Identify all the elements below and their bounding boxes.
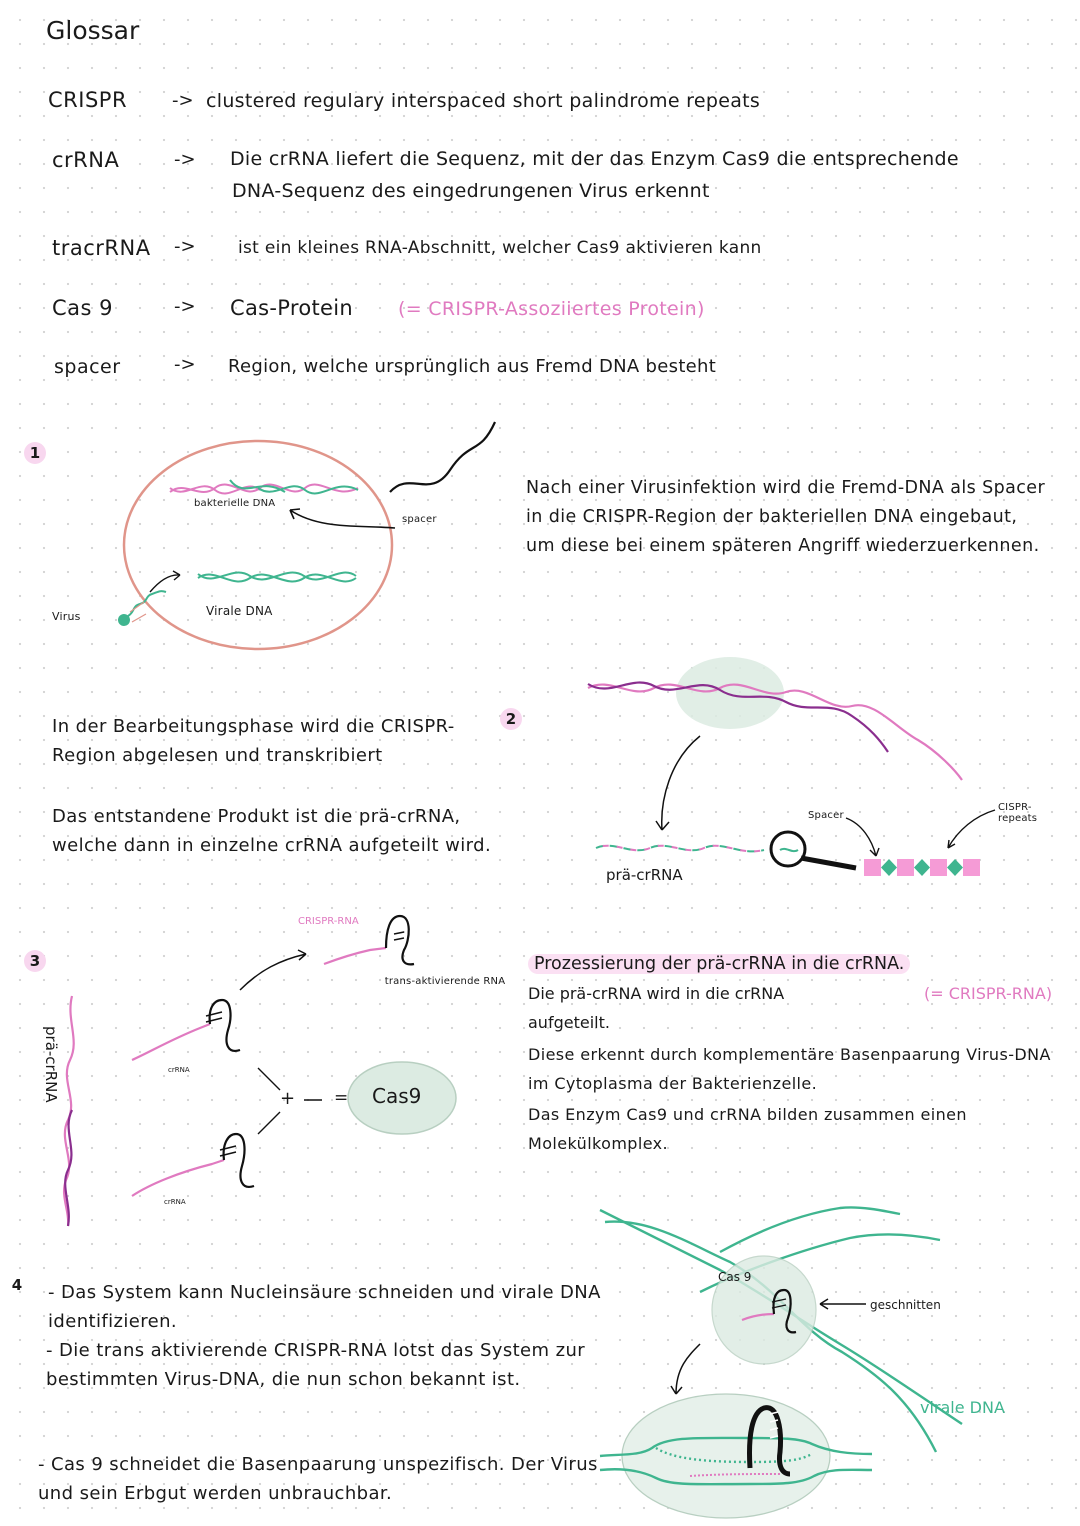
- step3-text-a-note: (= CRISPR-RNA): [924, 984, 1053, 1003]
- step4-bullet-2: - Die trans aktivierende CRISPR-RNA lotst das System zur bestimmten Virus-DNA, die nun schon bekannt ist.: [46, 1340, 586, 1390]
- step4-bullet-1: - Das System kann Nucleinsäure schneiden und virale DNA identifizieren.: [48, 1282, 601, 1332]
- bacterium-cell: [124, 422, 495, 649]
- glossary-def-cas9-note: (= CRISPR-Assoziiertes Protein): [398, 298, 705, 320]
- viral-dna-helix: [198, 573, 356, 582]
- cut-dna-ellipse: [622, 1394, 830, 1518]
- label-crispr-repeats: CISPR-repeats: [998, 802, 1038, 824]
- spacer-arrow: [290, 510, 395, 528]
- label-cut: geschnitten: [870, 1298, 941, 1312]
- crispr-repeats-array: [864, 859, 980, 876]
- arrow-icon: ->: [174, 296, 196, 317]
- label-cas9-3: Cas9: [372, 1084, 422, 1108]
- glossary-term-spacer: spacer: [54, 356, 121, 378]
- step-number-1: 1: [24, 442, 46, 464]
- label-pre-crrna-vertical: prä-crRNA: [42, 1026, 60, 1103]
- label-pre-crrna: prä-crRNA: [606, 866, 683, 884]
- bacterial-dna-helix: [170, 480, 358, 493]
- step3-text-d: Das Enzym Cas9 und crRNA bilden zusammen einen Molekülkomplex.: [528, 1105, 967, 1153]
- equals-sign: =: [334, 1088, 349, 1108]
- glossary-def-crrna-line1: Die crRNA liefert die Sequenz, mit der das Enzym Cas9 die entsprechende: [230, 148, 959, 170]
- step2-text-1: In der Bearbeitungsphase wird die CRISPR-Region abgelesen und transkribiert: [52, 716, 455, 766]
- glossary-term-cas9: Cas 9: [52, 296, 114, 320]
- crispr-dna-helix: [588, 683, 962, 780]
- label-crispr-rna: CRISPR-RNA: [298, 916, 359, 927]
- virus-icon: [118, 571, 180, 626]
- guide-rna-bottom: [132, 1134, 254, 1196]
- step3-text-b: aufgeteilt.: [528, 1013, 610, 1032]
- step-number-4: 4: [11, 1276, 23, 1294]
- step3-heading: Prozessierung der prä-crRNA in die crRNA.: [528, 954, 910, 974]
- step-number-3: 3: [24, 950, 46, 972]
- glossary-def-spacer: Region, welche ursprünglich aus Fremd DNA besteht: [228, 356, 717, 377]
- label-spacer-2: Spacer: [808, 810, 844, 821]
- magnifier-icon: [771, 832, 856, 868]
- arrow-icon: ->: [172, 90, 194, 111]
- label-bacterial-dna: bakterielle DNA: [194, 498, 276, 509]
- guide-rna-middle: [132, 1000, 240, 1060]
- glossary-def-cas9: Cas-Protein: [230, 296, 353, 320]
- label-tracr-rna: trans-aktivierende RNA: [384, 976, 506, 987]
- glossary-def-tracrrna: ist ein kleines RNA-Abschnitt, welcher Cas9 aktivieren kann: [238, 238, 762, 258]
- step4-bullet-3: - Cas 9 schneidet die Basenpaarung unspezifisch. Der Virus und sein Erbgut werden unbrauchbar.: [38, 1454, 598, 1504]
- label-viral-dna: Virale DNA: [206, 604, 273, 618]
- glossary-def-crrna-line2: DNA-Sequenz des eingedrungenen Virus erkennt: [232, 180, 710, 202]
- arrow-icon: ->: [174, 236, 196, 257]
- label-cas9-4: Cas 9: [718, 1270, 752, 1284]
- label-spacer: spacer: [402, 514, 437, 525]
- glossary-term-crrna: crRNA: [52, 148, 120, 172]
- step2-text-2: Das entstandene Produkt ist die prä-crRNA, welche dann in einzelne crRNA aufgeteilt wird.: [52, 806, 492, 856]
- step3-text-a: Die prä-crRNA wird in die crRNA: [528, 984, 785, 1003]
- arrow-icon: ->: [174, 354, 196, 375]
- step1-text: Nach einer Virusinfektion wird die Fremd-DNA als Spacer in die CRISPR-Region der bakteriellen DNA eingebaut, um diese bei einem späteren Angriff wiederzuerkennen.: [526, 478, 1046, 556]
- glossary-def-crispr: clustered regulary interspaced short palindrome repeats: [206, 90, 761, 112]
- plus-sign: +: [280, 1088, 296, 1109]
- glossary-term-crispr: CRISPR: [48, 88, 128, 112]
- label-crrna-2: crRNA: [164, 1198, 186, 1206]
- label-crrna-1: crRNA: [168, 1066, 190, 1074]
- glossary-term-tracrrna: tracrRNA: [52, 236, 151, 260]
- label-viral-dna-4: virale DNA: [920, 1398, 1005, 1417]
- arrow-icon: ->: [174, 149, 196, 170]
- step-number-2: 2: [500, 708, 522, 730]
- page-title: Glossar: [46, 16, 140, 45]
- step3-text-c: Diese erkennt durch komplementäre Basenpaarung Virus-DNA im Cytoplasma der Bakterienzelle.: [528, 1045, 1051, 1093]
- label-virus: Virus: [52, 610, 81, 623]
